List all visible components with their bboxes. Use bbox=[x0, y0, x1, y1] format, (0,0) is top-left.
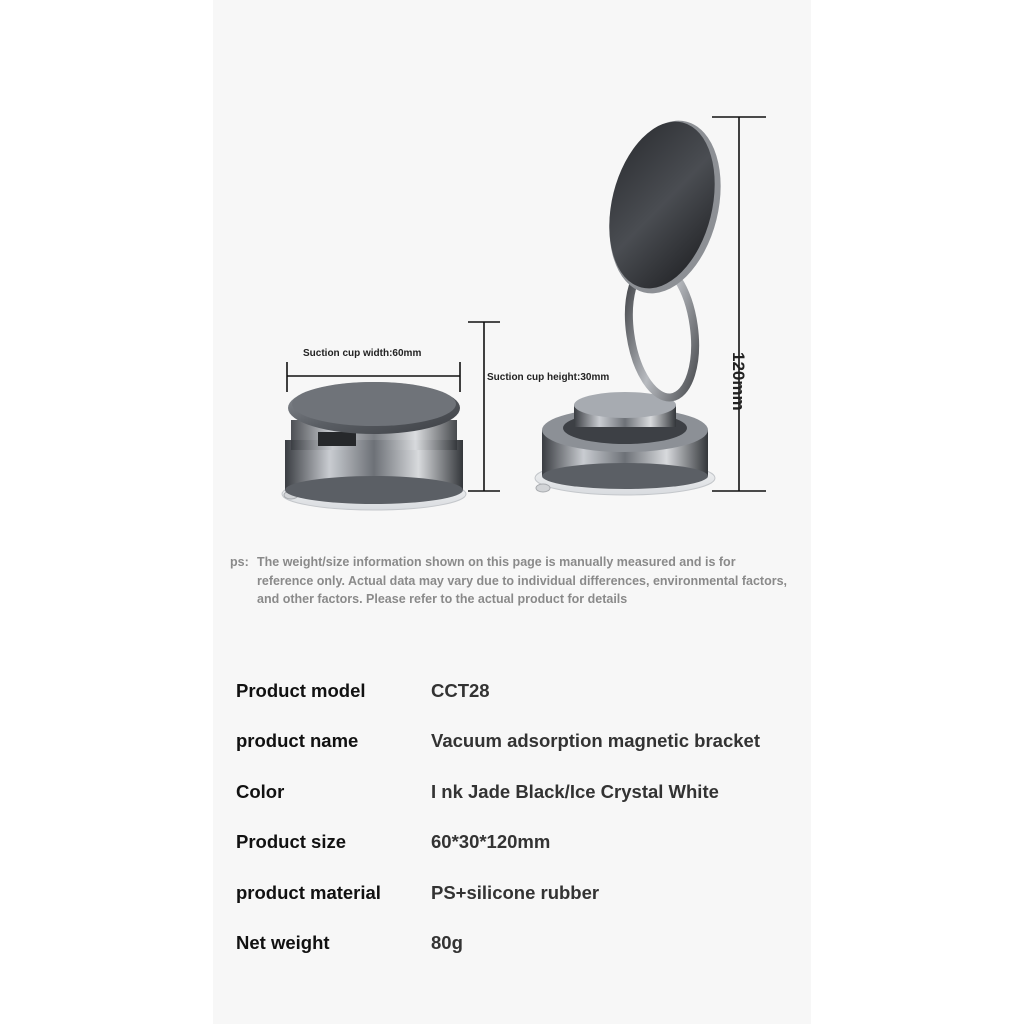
spec-row bbox=[236, 726, 836, 776]
total-height-label: 120mm bbox=[729, 352, 748, 411]
spec-value: 80g bbox=[431, 931, 463, 953]
open-bracket-image bbox=[535, 109, 738, 495]
spec-row bbox=[236, 777, 836, 827]
spec-label: product name bbox=[236, 730, 359, 752]
height-dimension-line bbox=[468, 322, 500, 491]
width-label: Suction cup width:60mm bbox=[303, 348, 422, 359]
note-prefix: ps: bbox=[230, 555, 249, 569]
spec-row bbox=[236, 676, 836, 726]
spec-row bbox=[236, 827, 836, 877]
spec-label: Product model bbox=[236, 680, 366, 701]
note-text: The weight/size information shown on this page is manually measured and is for reference only. Actual data may vary due to individual differences, environmental factors, and other factors. Please refer to the actual product for details bbox=[257, 555, 788, 606]
spec-value: 60*30*120mm bbox=[431, 831, 551, 853]
spec-label: Color bbox=[236, 780, 285, 802]
total-height-dimension-line bbox=[712, 117, 766, 491]
spec-value: PS+silicone rubber bbox=[431, 881, 600, 903]
spec-label: product material bbox=[236, 881, 381, 903]
spec-value: I nk Jade Black/Ice Crystal White bbox=[431, 780, 719, 802]
spec-row bbox=[236, 878, 836, 928]
measurement-note bbox=[230, 553, 790, 609]
spec-label: Product size bbox=[236, 831, 346, 853]
closed-bracket-image bbox=[282, 382, 466, 510]
spec-row bbox=[236, 928, 836, 978]
spec-table bbox=[236, 676, 836, 978]
spec-value: Vacuum adsorption magnetic bracket bbox=[431, 730, 760, 752]
spec-value: CCT28 bbox=[431, 680, 490, 701]
spec-label: Net weight bbox=[236, 931, 330, 953]
height-label: Suction cup height:30mm bbox=[487, 372, 610, 383]
